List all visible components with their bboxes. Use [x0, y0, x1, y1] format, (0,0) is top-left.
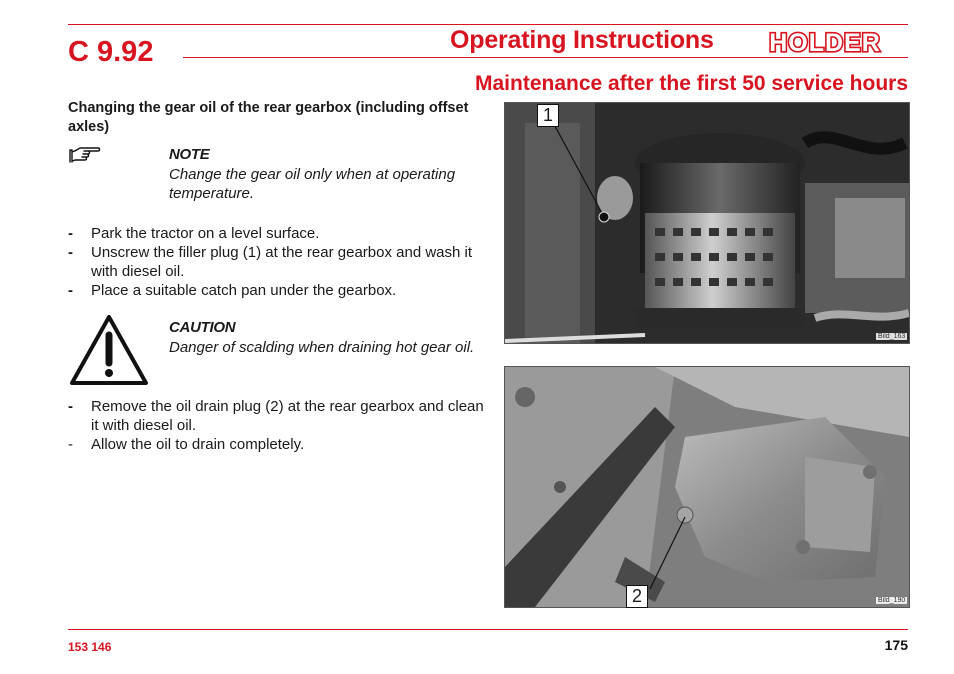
brand-logo-text: HOLDER: [769, 30, 881, 54]
step-text: Remove the oil drain plug (2) at the rear gearbox and clean it with diesel oil.: [91, 398, 484, 434]
section-heading: Changing the gear oil of the rear gearbox (including offset axles): [68, 100, 469, 135]
brand-logo: [748, 30, 902, 54]
list-item: [68, 435, 488, 454]
bullet-marker: -: [68, 225, 73, 242]
step-text: Unscrew the filler plug (1) at the rear gearbox and wash it with diesel oil.: [91, 244, 473, 280]
engine-photo: [504, 102, 910, 344]
bullet-marker: -: [68, 436, 73, 453]
pointing-hand-icon: [68, 146, 102, 164]
page-number: 175: [884, 637, 908, 653]
section-subtitle: Maintenance after the first 50 service hours: [475, 72, 908, 95]
note-text: Change the gear oil only when at operating temperature.: [169, 166, 456, 202]
bullet-marker: -: [68, 244, 73, 261]
step-text: Allow the oil to drain completely.: [91, 436, 305, 453]
footer-rule: [68, 629, 908, 630]
bullet-marker: -: [68, 398, 73, 415]
caution-label: CAUTION: [169, 319, 236, 336]
page-title: Operating Instructions: [450, 26, 714, 54]
list-item: [68, 281, 488, 300]
caution-text: Danger of scalding when draining hot gear oil.: [169, 339, 475, 356]
engine-photo-drawing: [505, 103, 909, 343]
document-code: 153 146: [68, 640, 112, 654]
figure-caption: Bild_163: [878, 333, 906, 340]
list-item: [68, 224, 488, 243]
warning-triangle-icon: [68, 313, 150, 387]
figure-callout: 2: [626, 585, 648, 608]
note-label: NOTE: [169, 146, 210, 163]
list-item: [68, 243, 488, 281]
figure-caption: Bild_190: [878, 597, 906, 604]
gearbox-photo-drawing: [505, 367, 909, 607]
step-text: Place a suitable catch pan under the gearbox.: [91, 282, 397, 299]
model-number: C 9.92: [68, 36, 154, 68]
header-top-rule: [68, 24, 908, 25]
bullet-marker: -: [68, 282, 73, 299]
figure-callout: 1: [537, 104, 559, 127]
step-text: Park the tractor on a level surface.: [91, 225, 320, 242]
header-mid-rule: [183, 57, 908, 58]
gearbox-photo: [504, 366, 910, 608]
list-item: [68, 397, 488, 435]
